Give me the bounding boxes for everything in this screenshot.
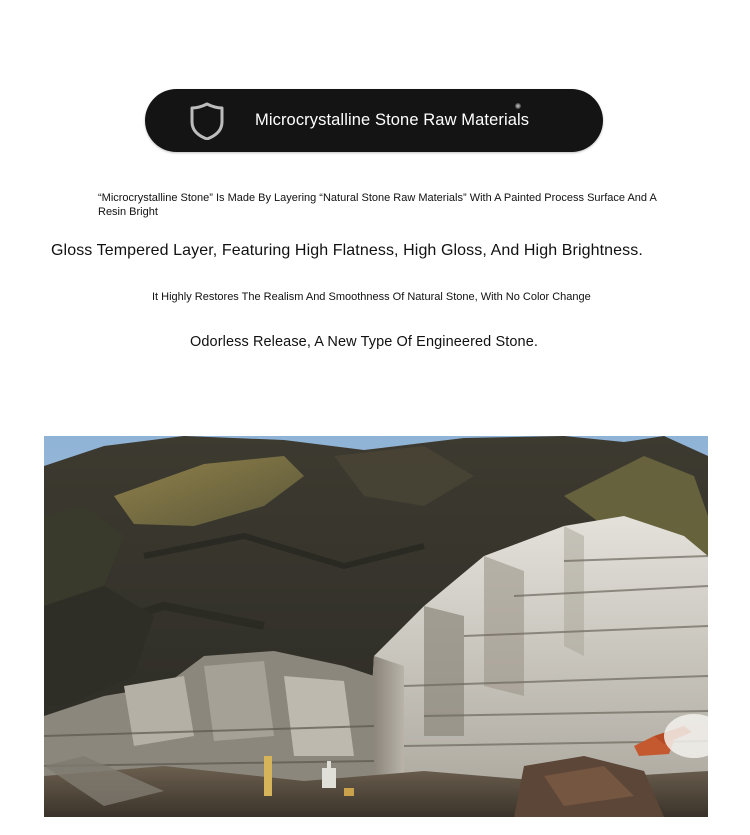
- section-title: Microcrystalline Stone Raw Materials: [255, 111, 530, 129]
- shield-icon: [189, 102, 225, 140]
- marble-quarry-photo: [44, 436, 708, 817]
- description-line-4: Odorless Release, A New Type Of Engineered Stone.: [190, 334, 539, 350]
- section-header-pill: [145, 89, 603, 152]
- description-line-3: It Highly Restores The Realism And Smoothness Of Natural Stone, With No Color Change: [152, 291, 591, 303]
- sparkle-decoration: [515, 103, 521, 109]
- description-line-2: Gloss Tempered Layer, Featuring High Flatness, High Gloss, And High Brightness.: [51, 242, 643, 259]
- description-line-1: “Microcrystalline Stone” Is Made By Layering “Natural Stone Raw Materials” With A Painted Process Surface And A Resin Bright: [98, 192, 657, 218]
